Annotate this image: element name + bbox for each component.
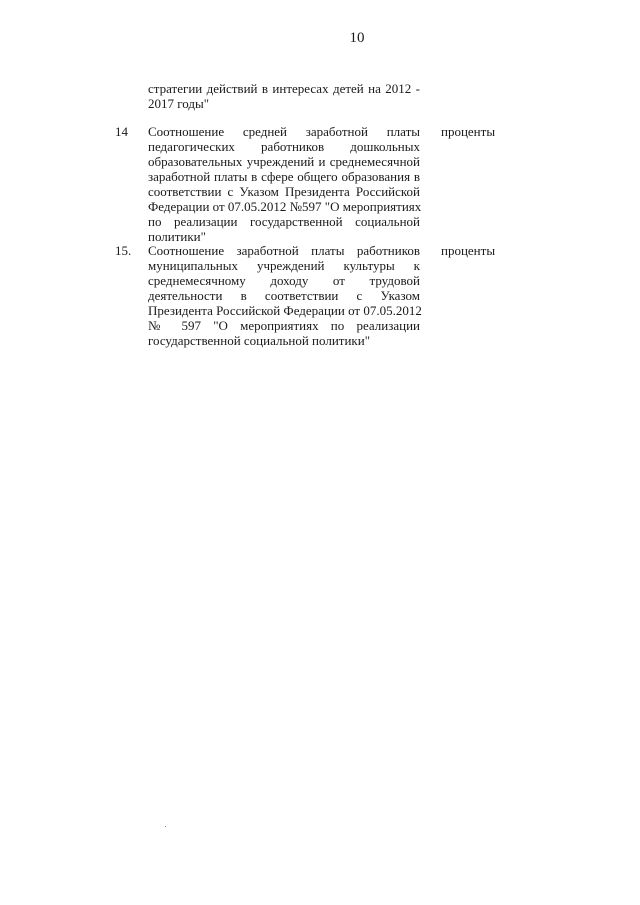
page-number: 10	[349, 30, 365, 46]
description-line: по реализации государственной социальной	[148, 214, 420, 229]
row-14-description	[148, 124, 420, 244]
row-15-description	[148, 243, 420, 348]
description-line: политики"	[148, 229, 206, 244]
description-line: государственной социальной политики"	[148, 333, 370, 348]
description-line: педагогических работников дошкольных	[148, 139, 420, 154]
row-number-15: 15.	[115, 243, 132, 258]
row-number-14: 14	[115, 124, 128, 139]
description-line: Соотношение средней заработной платы	[148, 124, 420, 139]
row-14-unit: проценты	[441, 124, 496, 139]
continuation-text	[148, 81, 420, 111]
description-line: муниципальных учреждений культуры к	[148, 258, 420, 273]
description-line: № 597 "О мероприятиях по реализации	[148, 318, 420, 333]
scan-speck	[165, 826, 166, 827]
description-line: образовательных учреждений и среднемесячной	[148, 154, 420, 169]
description-line: Соотношение заработной платы работников	[148, 243, 420, 258]
row-15-unit: проценты	[441, 243, 496, 258]
continuation-line: 2017 годы"	[148, 96, 210, 111]
description-line: Федерации от 07.05.2012 №597 "О мероприятиях	[148, 199, 422, 214]
description-line: заработной платы в сфере общего образования в	[148, 169, 420, 184]
description-line: среднемесячному доходу от трудовой	[148, 273, 420, 288]
description-line: соответствии с Указом Президента Российской	[148, 184, 420, 199]
description-line: деятельности в соответствии с Указом	[148, 288, 420, 303]
continuation-line: стратегии действий в интересах детей на 2012 -	[148, 81, 420, 96]
description-line: Президента Российской Федерации от 07.05.2012	[148, 303, 422, 318]
